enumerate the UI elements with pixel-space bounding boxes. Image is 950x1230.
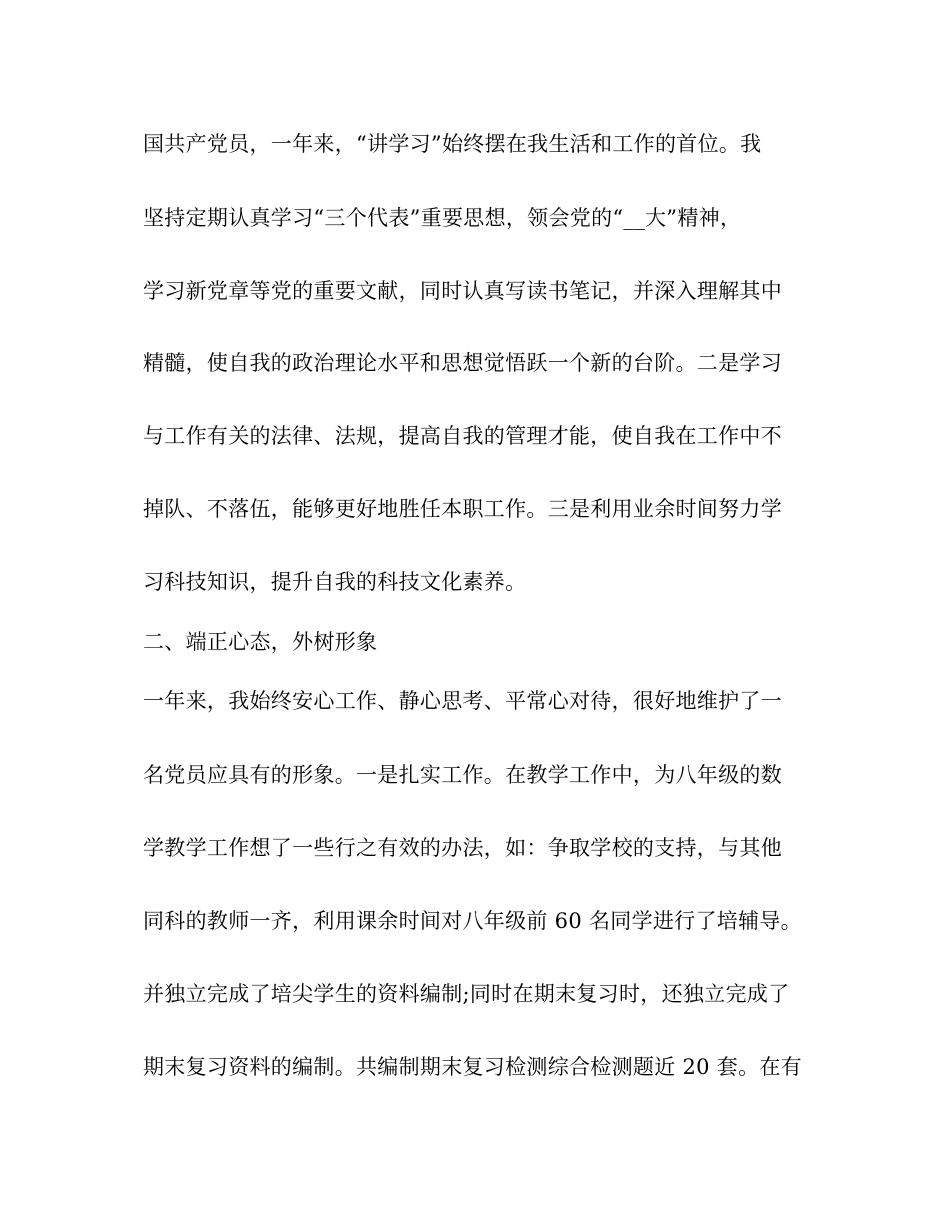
text-line: 国共产党员，一年来，“讲学习”始终摆在我生活和工作的首位。我 (143, 132, 762, 156)
text-line: 习科技知识，提升自我的科技文化素养。 (143, 570, 527, 594)
text-line: 坚持定期认真学习“三个代表”重要思想，领会党的“__大”精神， (143, 206, 742, 230)
text-line: 与工作有关的法律、法规，提高自我的管理才能，使自我在工作中不 (143, 424, 782, 448)
section-heading: 二、端正心态，外树形象 (143, 630, 378, 654)
text-line: 期末复习资料的编制。共编制期末复习检测综合检测题近 20 套。在有 (143, 1055, 802, 1079)
text-line: 并独立完成了培尖学生的资料编制;同时在期末复习时，还独立完成了 (143, 982, 790, 1006)
text-line: 精髓，使自我的政治理论水平和思想觉悟跃一个新的台阶。二是学习 (143, 351, 782, 375)
text-line: 掉队、不落伍，能够更好地胜任本职工作。三是利用业余时间努力学 (143, 497, 782, 521)
text-line: 名党员应具有的形象。一是扎实工作。在教学工作中，为八年级的数 (143, 763, 782, 787)
text-line: 学教学工作想了一些行之有效的办法，如：争取学校的支持，与其他 (143, 836, 782, 860)
text-line: 一年来，我始终安心工作、静心思考、平常心对待，很好地维护了一 (143, 689, 782, 713)
text-line: 同科的教师一齐，利用课余时间对八年级前 60 名同学进行了培辅导。 (143, 909, 802, 933)
text-line: 学习新党章等党的重要文献，同时认真写读书笔记，并深入理解其中 (143, 279, 782, 303)
